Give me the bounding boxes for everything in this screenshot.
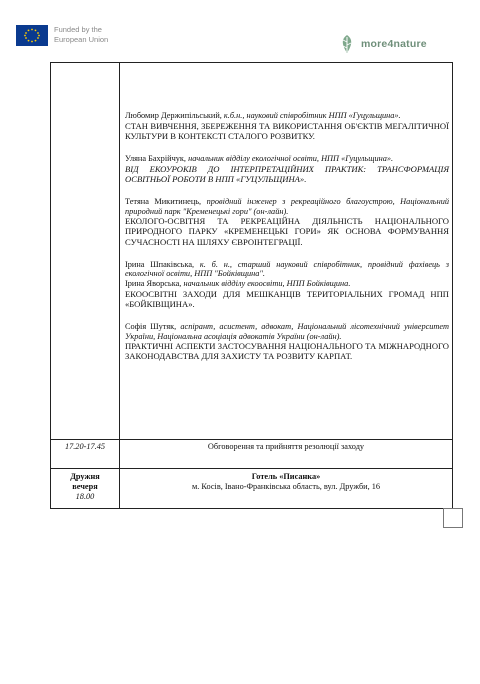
- speaker-details: провідний інженер з рекреаційного благоустрою, Національний природний парк "Кременецькі гори" (он-лайн).: [125, 197, 449, 216]
- eu-funding-text: [54, 25, 108, 45]
- talk-title: ВІД ЕКОУРОКІВ ДО ІНТЕРПРЕТАЦІЙНИХ ПРАКТИК: ТРАНСФОРМАЦІЯ ОСВІТНЬОЇ РОБОТИ В НПП «ГУЦУЛЬЩИНА».: [125, 163, 449, 184]
- program-table: [50, 62, 453, 509]
- partner-logo-text: more4nature: [361, 38, 427, 50]
- speaker-entry: [125, 197, 449, 247]
- speaker-details: аспірант, асистент, адвокат, Національний лісотехнічний університет України, Національна асоціація адвокатів України (он-лайн).: [125, 321, 449, 341]
- speaker-name: Уляна Бахрійчук,: [125, 154, 187, 163]
- speaker-name: Ірина Яворська,: [125, 278, 182, 288]
- speaker-name: Софія Шутяк,: [125, 321, 177, 331]
- dinner-venue: Готель «Писанка»: [251, 472, 321, 481]
- speaker-entry: [125, 260, 449, 309]
- dinner-label-line2: вечеря: [72, 482, 98, 491]
- talk-title: ПРАКТИЧНІ АСПЕКТИ ЗАСТОСУВАННЯ НАЦІОНАЛЬНОГО ТА МІЖНАРОДНОГО ЗАКОНОДАВСТВА ДЛЯ ЗАХИСТУ ТА РОЗВИТУ КАРПАТ.: [125, 341, 449, 362]
- eu-flag-icon: [16, 25, 48, 46]
- speaker-details: к. б. н., старший науковий співробітник, провідний фахівець з екологічної освіти, НПП "Бойківщина".: [125, 259, 449, 279]
- eu-text-line1: Funded by the: [54, 25, 102, 34]
- page-header: [0, 0, 480, 62]
- table-row: [51, 440, 453, 469]
- discussion-time: 17.20-17.45: [51, 440, 120, 469]
- talk-title: ЕКОЛОГО-ОСВІТНЯ ТА РЕКРЕАЦІЙНА ДІЯЛЬНІСТЬ НАЦІОНАЛЬНОГО ПРИРОДНОГО ПАРКУ «КРЕМЕНЕЦЬКІ ГОРИ» ЯК ОСНОВА ФОРМУВАННЯ СУЧАСНОСТІ НА ШЛЯХУ ЄВРОІНТЕГРАЦІЇ.: [125, 216, 449, 247]
- speaker-details: к.б.н., науковий співробітник НПП «Гуцульщина».: [223, 111, 401, 120]
- eu-text-line2: European Union: [54, 35, 109, 44]
- dinner-address: м. Косів, Івано-Франківська область, вул. Дружби, 16: [191, 482, 381, 491]
- time-cell-empty: [51, 63, 120, 440]
- discussion-text: Обговорення та прийняття резолюції заходу: [120, 440, 453, 469]
- table-row: [51, 63, 453, 440]
- page-corner-box: [443, 508, 463, 528]
- talk-title: СТАН ВИВЧЕННЯ, ЗБЕРЕЖЕННЯ ТА ВИКОРИСТАННЯ ОБ'ЄКТІВ МЕГАЛІТИЧНОЇ КУЛЬТУРИ В КОНТЕКСТІ СТАЛОГО РОЗВИТКУ.: [125, 120, 449, 141]
- speaker-entry: [125, 322, 449, 362]
- dinner-time: 18.00: [75, 492, 95, 501]
- speaker-name: Тетяна Микитинець,: [125, 197, 202, 206]
- dinner-venue-cell: [120, 469, 453, 509]
- speaker-details: начальник відділу екологічної освіти, НПП «Гуцульщина».: [188, 154, 394, 163]
- speakers-cell: [120, 63, 453, 440]
- dinner-label-line1: Дружня: [70, 472, 100, 481]
- speaker-details: начальник відділу екоосвіти, НПП Бойківщина.: [183, 278, 351, 288]
- speaker-name: Любомир Держипільський,: [125, 111, 222, 120]
- leaf-logo-icon: [336, 33, 358, 60]
- talk-title: ЕКООСВІТНІ ЗАХОДИ ДЛЯ МЕШКАНЦІВ ТЕРИТОРІАЛЬНИХ ГРОМАД НПП «БОЙКІВЩИНА».: [125, 288, 449, 309]
- dinner-label-cell: [51, 469, 120, 509]
- speaker-name: Ірина Шпаківська,: [125, 259, 195, 269]
- table-row: [51, 469, 453, 509]
- speaker-entry: [125, 111, 449, 141]
- speaker-entry: [125, 154, 449, 184]
